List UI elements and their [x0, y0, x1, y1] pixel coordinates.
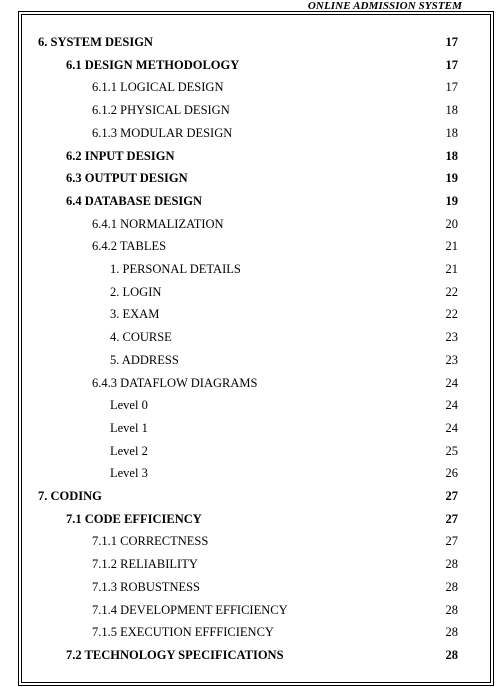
toc-entry-page-number: 27 — [445, 489, 458, 503]
toc-entry-page-number: 28 — [445, 557, 458, 572]
toc-entry-page-number: 18 — [445, 148, 458, 163]
toc-entry-page-number: 28 — [445, 579, 458, 594]
toc-entry-page-number: 19 — [445, 193, 458, 208]
toc-entry-label: Level 1 — [110, 420, 148, 435]
toc-entry-label: 6.1.3 MODULAR DESIGN — [92, 125, 233, 140]
toc-entry-page-number: 17 — [445, 80, 458, 95]
page-border — [18, 11, 494, 686]
running-header: ONLINE ADMISSION SYSTEM — [307, 0, 462, 12]
toc-entry-label: 7.1.5 EXECUTION EFFFICIENCY — [92, 625, 274, 640]
toc-entry-page-number: 26 — [445, 466, 458, 481]
toc-entry-label: 7.1.1 CORRECTNESS — [92, 534, 209, 549]
toc-entry-label: 6.3 OUTPUT DESIGN — [66, 171, 188, 186]
toc-entry-label: 6.1.2 PHYSICAL DESIGN — [92, 103, 230, 118]
toc-entry-label: 3. EXAM — [110, 307, 160, 322]
toc-entry-label: Level 3 — [110, 466, 148, 481]
toc-entry-label: 6. SYSTEM DESIGN — [38, 35, 153, 49]
toc-entry-label: 7.1.3 ROBUSTNESS — [92, 579, 201, 594]
toc-entry-page-number: 18 — [445, 103, 458, 118]
toc-entry-page-number: 22 — [445, 307, 458, 322]
toc-entry-page-number: 23 — [445, 352, 458, 367]
toc-entry-label: 7.2 TECHNOLOGY SPECIFICATIONS — [66, 647, 284, 662]
toc-entry-page-number: 22 — [445, 284, 458, 299]
toc-entry-label: 2. LOGIN — [110, 284, 162, 299]
toc-entry-page-number: 18 — [445, 125, 458, 140]
toc-entry-label: 6.4 DATABASE DESIGN — [66, 193, 203, 208]
toc-entry-label: 6.2 INPUT DESIGN — [66, 148, 175, 163]
toc-entry-page-number: 19 — [445, 171, 458, 186]
toc-entry-label: 6.1.1 LOGICAL DESIGN — [92, 80, 224, 95]
toc-entry-page-number: 27 — [445, 511, 458, 526]
toc-entry-page-number: 28 — [445, 602, 458, 617]
toc-entry-page-number: 17 — [445, 57, 458, 72]
toc-entry-label: 7.1.4 DEVELOPMENT EFFICIENCY — [92, 602, 288, 617]
toc-entry-label: 7.1.2 RELIABILITY — [92, 557, 198, 572]
toc-entry-page-number: 24 — [445, 420, 458, 435]
toc-entry-page-number: 21 — [445, 239, 458, 254]
toc-entry-label: 6.4.2 TABLES — [92, 239, 167, 254]
toc-entry-label: Level 2 — [110, 443, 148, 458]
toc-entry-label: 6.4.3 DATAFLOW DIAGRAMS — [92, 375, 258, 390]
toc-entry-page-number: 23 — [445, 330, 458, 345]
toc-entry-label: 6.1 DESIGN METHODOLOGY — [66, 57, 240, 72]
toc-entry-label: Level 0 — [110, 398, 148, 413]
toc-entry-page-number: 28 — [445, 625, 458, 640]
toc-entry-page-number: 24 — [445, 398, 458, 413]
toc-entry-label: 5. ADDRESS — [110, 352, 179, 367]
toc-entry-page-number: 27 — [445, 534, 458, 549]
toc-entry-page-number: 20 — [445, 216, 458, 231]
toc-entry-label: 7.1 CODE EFFICIENCY — [66, 511, 202, 526]
toc-entry-page-number: 28 — [445, 647, 458, 662]
toc-entry-label: 4. COURSE — [110, 330, 172, 345]
toc-entry-label: 6.4.1 NORMALIZATION — [92, 216, 224, 231]
toc-entry-page-number: 17 — [445, 35, 458, 49]
toc-entry-page-number: 25 — [445, 443, 458, 458]
toc-entry-page-number: 21 — [445, 262, 458, 276]
toc-entry-label: 1. PERSONAL DETAILS — [110, 262, 241, 276]
toc-entry-label: 7. CODING — [38, 489, 102, 503]
toc-entry-page-number: 24 — [445, 375, 458, 390]
